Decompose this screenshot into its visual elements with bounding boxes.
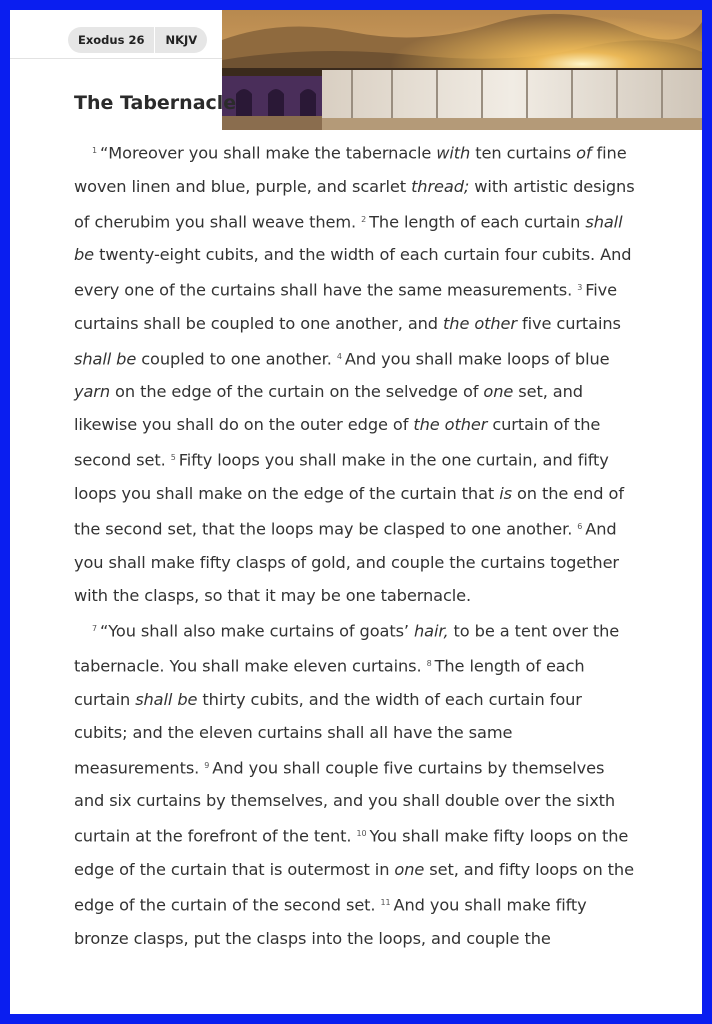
verse-text: “Moreover you shall make the tabernacle <box>100 143 437 163</box>
italic-text: shall be <box>74 349 137 369</box>
italic-text: thread; <box>411 176 470 196</box>
verse-text: ten curtains <box>470 143 577 163</box>
reference-selector[interactable] <box>68 27 207 53</box>
verse-text: And you shall couple five curtains by themselves and six curtains by themselves, and you shall double over the sixth curtain at the forefront of the tent. <box>74 758 616 846</box>
tabernacle-desert-photo-icon <box>222 10 702 130</box>
verse-text: And you shall make fifty bronze clasps, put the clasps into the loops, and couple the <box>74 895 587 948</box>
italic-text: with <box>436 143 471 163</box>
verse-text: twenty-eight cubits, and the width of each curtain four cubits. And every one of the curtains shall have the same measurements. <box>74 245 632 300</box>
verse-text: You shall make fifty loops on the edge of the curtain that is outermost in <box>74 826 629 879</box>
italic-text: the other <box>443 313 517 333</box>
verse-number[interactable]: 2 <box>361 214 367 224</box>
italic-text: is <box>499 483 512 503</box>
verse-text: with artistic designs of cherubim you shall weave them. <box>74 176 635 232</box>
italic-text: shall be <box>74 212 623 265</box>
italic-text: one <box>483 382 514 402</box>
verse-text: And you shall make fifty clasps of gold, and couple the curtains together with the clasps, so that it may be one tabernacle. <box>74 519 619 605</box>
verse-number[interactable]: 4 <box>336 351 342 361</box>
verse-number[interactable]: 11 <box>380 897 391 907</box>
italic-text: yarn <box>74 382 111 402</box>
verse-text: fine woven linen and blue, purple, and scarlet <box>74 143 627 196</box>
verse-number[interactable]: 5 <box>170 453 176 463</box>
verse-number[interactable]: 8 <box>426 659 432 669</box>
verse-text: Fifty loops you shall make in the one curtain, and fifty loops you shall make on the edge of the curtain that <box>74 450 609 503</box>
verse-text: five curtains <box>516 313 621 333</box>
verse-number[interactable]: 10 <box>356 829 367 839</box>
reader-page <box>10 10 702 1014</box>
verse-text: on the end of the second set, that the loops may be clasped to one another. <box>74 483 624 539</box>
scripture-passage <box>74 134 638 955</box>
verse-number[interactable]: 9 <box>204 760 210 770</box>
verse-text: to be a tent over the tabernacle. You shall make eleven curtains. <box>74 621 620 676</box>
italic-text: shall be <box>135 689 198 709</box>
verse-text: curtain of the second set. <box>74 415 601 470</box>
verse-number[interactable]: 7 <box>92 623 97 633</box>
verse-text: on the edge of the curtain on the selvedge of <box>110 382 484 402</box>
verse-text: And you shall make loops of blue <box>344 349 610 369</box>
book-chapter-button[interactable]: Exodus 26 <box>78 33 145 47</box>
italic-text: hair, <box>414 621 449 641</box>
verse-text: set, and likewise you shall do on the outer edge of <box>74 382 583 435</box>
verse-text: Five curtains shall be coupled to one another, and <box>74 280 618 333</box>
verse-text: set, and fifty loops on the edge of the curtain of the second set. <box>74 859 634 915</box>
verse-number[interactable]: 3 <box>577 283 583 293</box>
verse-text: The length of each curtain <box>369 212 586 232</box>
italic-text: the other <box>413 415 488 435</box>
header-divider <box>10 58 222 59</box>
italic-text: one <box>394 859 425 879</box>
italic-text: of <box>576 143 592 163</box>
verse-number[interactable]: 6 <box>577 521 583 531</box>
section-title: The Tabernacle <box>74 92 237 114</box>
passage-paragraph <box>74 612 638 955</box>
verse-text: thirty cubits, and the width of each curtain four cubits; and the eleven curtains shall all have the same measurements. <box>74 689 582 778</box>
verse-text: coupled to one another. <box>136 349 337 369</box>
verse-text: “You shall also make curtains of goats’ <box>100 621 415 641</box>
verse-text: The length of each curtain <box>74 656 585 709</box>
version-button[interactable]: NKJV <box>165 33 198 47</box>
verse-number[interactable]: 1 <box>92 146 97 155</box>
passage-paragraph <box>74 134 638 612</box>
